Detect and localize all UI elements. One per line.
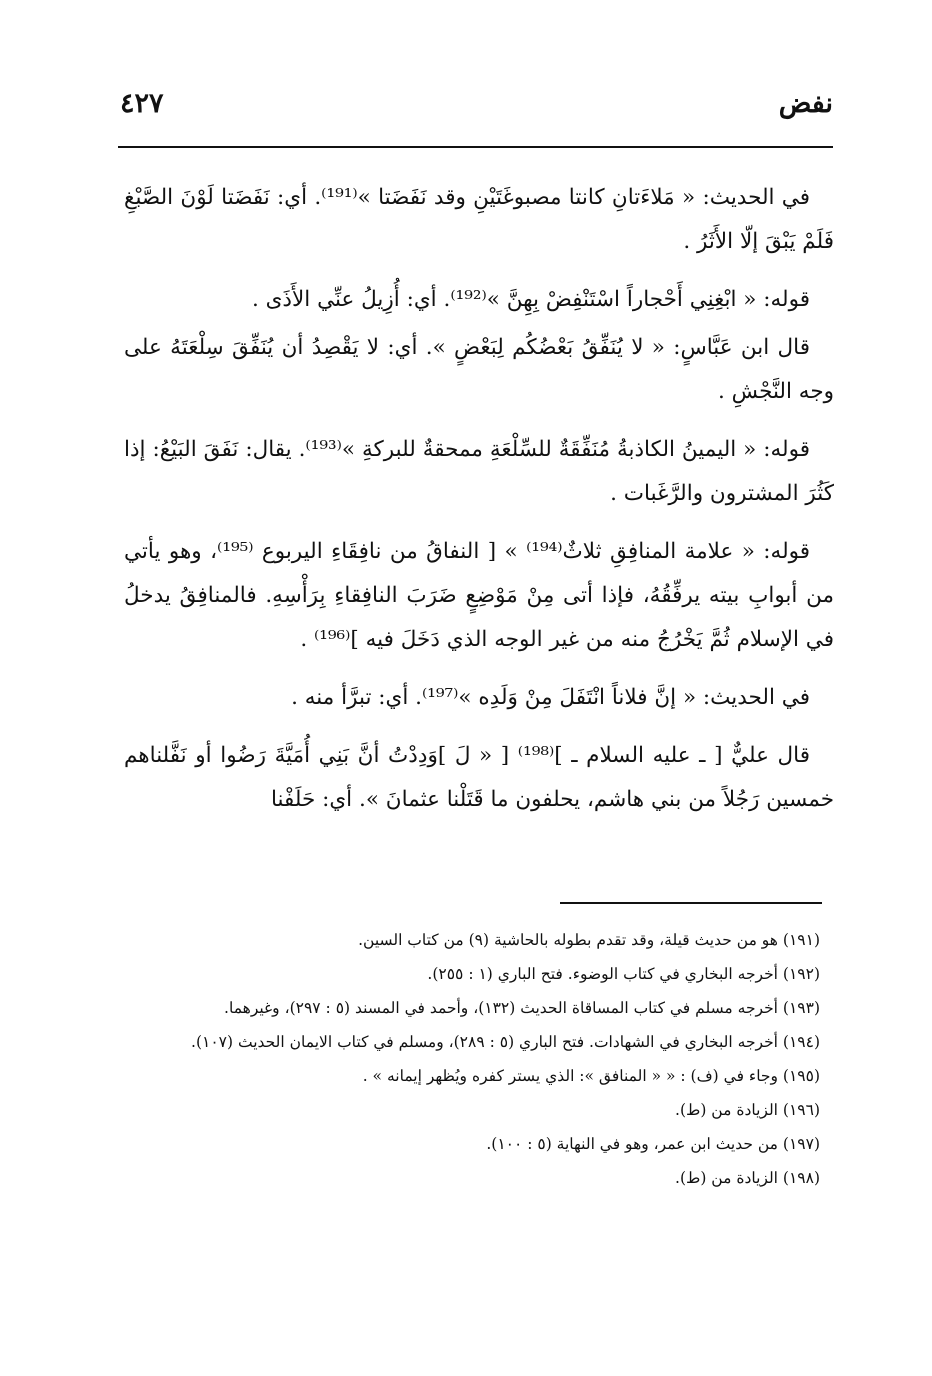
page-number: ٤٢٧ [120,88,164,119]
page-header [118,88,833,132]
paragraph: قوله: « علامة المنافِقِ ثلاثٌ⁽¹⁹⁴⁾ » [ النفاقُ من نافِقَاءِ اليربوع ⁽¹⁹⁵⁾، وهو يأتي من أبوابِ بيته يرفِّقُهُ، فإذا أتى مِنْ مَوْضِعٍ ضَرَبَ النافِقاءِ بِرَأْسِهِ. فالمنافِقُ يدخلُ في الإسلام ثُمَّ يَخْرُجُ منه من غير الوجه الذي دَخَلَ فيه ]⁽¹⁹⁶⁾ . [124,539,834,652]
footnote: (١٩٥) وجاء في (ف) : « « المنافق »: الذي يستر كفره ويُظهر إيمانه » . [362,1067,820,1085]
footnote: (١٩٦) الزيادة من (ط). [675,1101,820,1119]
footnote: (١٩٧) من حديث ابن عمر، وهو في النهاية (٥ : ١٠٠). [486,1135,820,1153]
footnote-divider [560,902,822,904]
paragraph: في الحديث: « إنَّ فلاناً انْتَفَلَ مِنْ وَلَدِه »⁽¹⁹⁷⁾. أي: تبرَّأ منه . [291,685,810,710]
main-text [124,176,834,836]
paragraph: في الحديث: « مَلاءَتانِ كانتا مصبوغَتَيْنِ وقد نَفَضَتا »⁽¹⁹¹⁾. أي: نَفَضَتا لَوْنَ الصَّبْغِ فَلَمْ يَبْقَ إلّا الأَثَرُ . [124,185,834,254]
paragraph: قال ابن عَبَّاسٍ: « لا يُنَفِّقُ بَعْضُكُم لِبَعْضٍ ». أي: لا يَقْصِدُ أن يُنَفِّقَ سِلْعَتَهُ على وجه النَّجْشِ . [124,335,834,404]
footnote: (١٩٨) الزيادة من (ط). [675,1169,820,1187]
paragraph: قوله: « اليمينُ الكاذبةُ مُنَفِّقَةٌ للسِّلْعَةِ ممحقةٌ للبركةِ »⁽¹⁹³⁾. يقال: نَفَقَ البَيْعُ: إذا كَثُرَ المشترون والرَّغَبات . [124,437,834,506]
header-divider [118,146,833,148]
footnote: (١٩٤) أخرجه البخاري في الشهادات. فتح الباري (٥ : ٢٨٩)، ومسلم في كتاب الايمان الحديث (١٠٧). [191,1033,820,1051]
paragraph: قوله: « ابْغِنِي أَحْجاراً اسْتَنْفِضْ بِهِنَّ »⁽¹⁹²⁾. أي: أُزِيلُ عنِّي الأَذَى . [251,287,810,312]
footnotes [120,926,820,1198]
footnote: (١٩٣) أخرجه مسلم في كتاب المساقاة الحديث (١٣٢)، وأحمد في المسند (٥ : ٢٩٧)، وغيرهما. [224,999,820,1017]
paragraph: قال عليٌّ [ ـ عليه السلام ـ ]⁽¹⁹⁸⁾ [ « لَ ]وَدِدْتُ أنَّ بَنِي أُمَيَّةَ رَضُوا أو نَفَّلناهم خمسين رَجُلاً من بني هاشم، يحلفون ما قَتَلْنا عثمانَ ». أي: حَلَفْنا [124,743,834,812]
footnote: (١٩٢) أخرجه البخاري في كتاب الوضوء. فتح الباري (١ : ٢٥٥). [427,965,820,983]
section-title: نفض [778,88,833,119]
footnote: (١٩١) هو من حديث قيلة، وقد تقدم بطوله بالحاشية (٩) من كتاب السين. [358,931,820,949]
